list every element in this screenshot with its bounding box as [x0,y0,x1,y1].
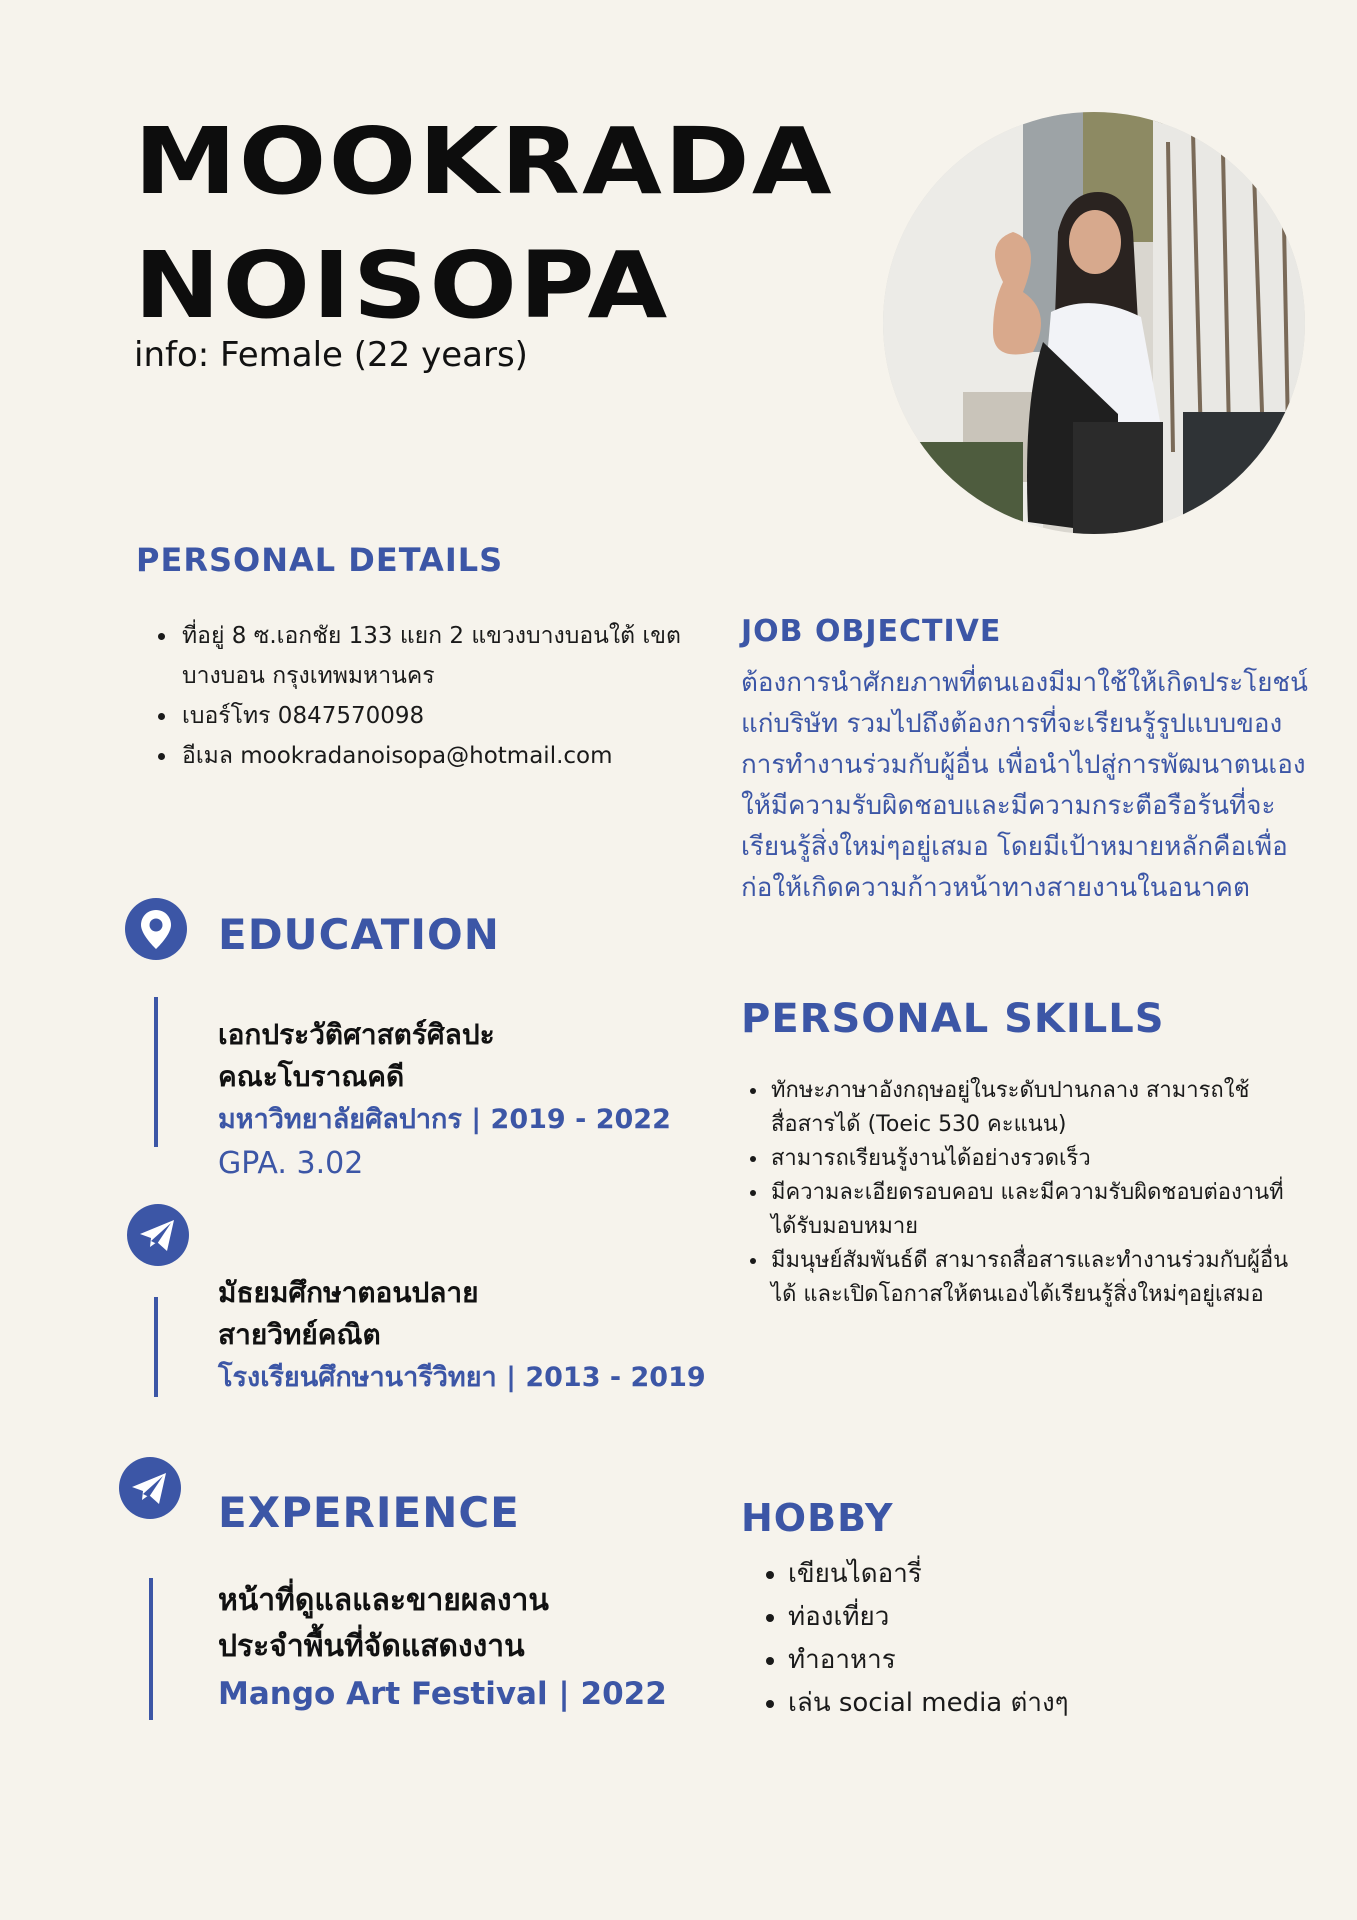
role-line-2: ประจำพื้นที่จัดแสดงงาน [218,1629,525,1664]
hobby-item: • ทำอาหาร [788,1639,1069,1682]
skill-item: • มีมนุษย์สัมพันธ์ดี สามารถสื่อสารและทำงานร่วมกับผู้อื่นได้ และเปิดโอกาสให้ตนเองได้เรียนรู้สิ่งใหม่ๆอยู่เสมอ [769,1244,1289,1312]
university-years: มหาวิทยาลัยศิลปากร | 2019 - 2022 [218,1104,671,1135]
role-line-1: หน้าที่ดูแลและขายผลงาน [218,1583,549,1618]
job-objective-text: ต้องการนำศักยภาพที่ตนเองมีมาใช้ให้เกิดประโยชน์แก่บริษัท รวมไปถึงต้องการที่จะเรียนรู้รูปแบบของการทำงานร่วมกับผู้อื่น เพื่อนำไปสู่การพัฒนาตนเองให้มีความรับผิดชอบและมีความกระตือรือร้นที่จะเรียนรู้สิ่งใหม่ๆอยู่เสมอ โดยมีเป้าหมายหลักคือเพื่อก่อให้เกิดความก้าวหน้าทางสายงานในอนาคต [741,668,1308,903]
name-line-first: MOOKRADA [134,108,834,215]
personal-details-list [142,616,708,776]
full-name [134,100,834,348]
experience-heading: EXPERIENCE [218,1488,520,1537]
address-item: • ที่อยู่ 8 ซ.เอกชัย 133 แยก 2 แขวงบางบอนใต้ เขตบางบอน กรุงเทพมหานคร [178,616,708,696]
profile-photo [883,112,1305,534]
experience-entry [218,1578,667,1718]
track: สายวิทย์คณิต [218,1318,381,1351]
timeline-line [149,1578,153,1720]
personal-skills-list [741,1074,1289,1312]
timeline-line [154,1297,158,1397]
hobby-heading: HOBBY [741,1496,894,1540]
hobby-item: • ท่องเที่ยว [788,1596,1069,1639]
skill-item: • มีความละเอียดรอบคอบ และมีความรับผิดชอบต่องานที่ได้รับมอบหมาย [769,1176,1289,1244]
education-heading: EDUCATION [218,910,500,959]
paper-plane-icon [118,1456,182,1520]
personal-skills-heading: PERSONAL SKILLS [741,996,1165,1042]
email-item: • อีเมล mookradanoisopa@hotmail.com [178,736,708,776]
program: มัธยมศึกษาตอนปลาย [218,1276,479,1309]
education-entry-university [218,1014,671,1186]
hobby-item: • เขียนไดอารี่ [788,1553,1069,1596]
personal-details-heading: PERSONAL DETAILS [136,541,504,579]
paper-plane-icon [126,1203,190,1267]
location-pin-icon [124,897,188,961]
hobby-list [752,1553,1069,1725]
job-objective-heading: JOB OBJECTIVE [741,614,1002,649]
phone-item: • เบอร์โทร 0847570098 [178,696,708,736]
major: เอกประวัติศาสตร์ศิลปะ [218,1018,495,1051]
event-year: Mango Art Festival | 2022 [218,1676,667,1712]
school-years: โรงเรียนศึกษานารีวิทยา | 2013 - 2019 [218,1362,706,1393]
faculty: คณะโบราณคดี [218,1060,405,1093]
skill-item: • สามารถเรียนรู้งานได้อย่างรวดเร็ว [769,1142,1289,1176]
timeline-line [154,997,158,1147]
name-line-last: NOISOPA [134,232,670,339]
info-line: info: Female (22 years) [134,335,528,375]
skill-item: • ทักษะภาษาอังกฤษอยู่ในระดับปานกลาง สามารถใช้สื่อสารได้ (Toeic 530 คะแนน) [769,1074,1289,1142]
education-entry-highschool [218,1272,706,1400]
hobby-item: • เล่น social media ต่างๆ [788,1682,1069,1725]
gpa: GPA. 3.02 [218,1146,364,1181]
